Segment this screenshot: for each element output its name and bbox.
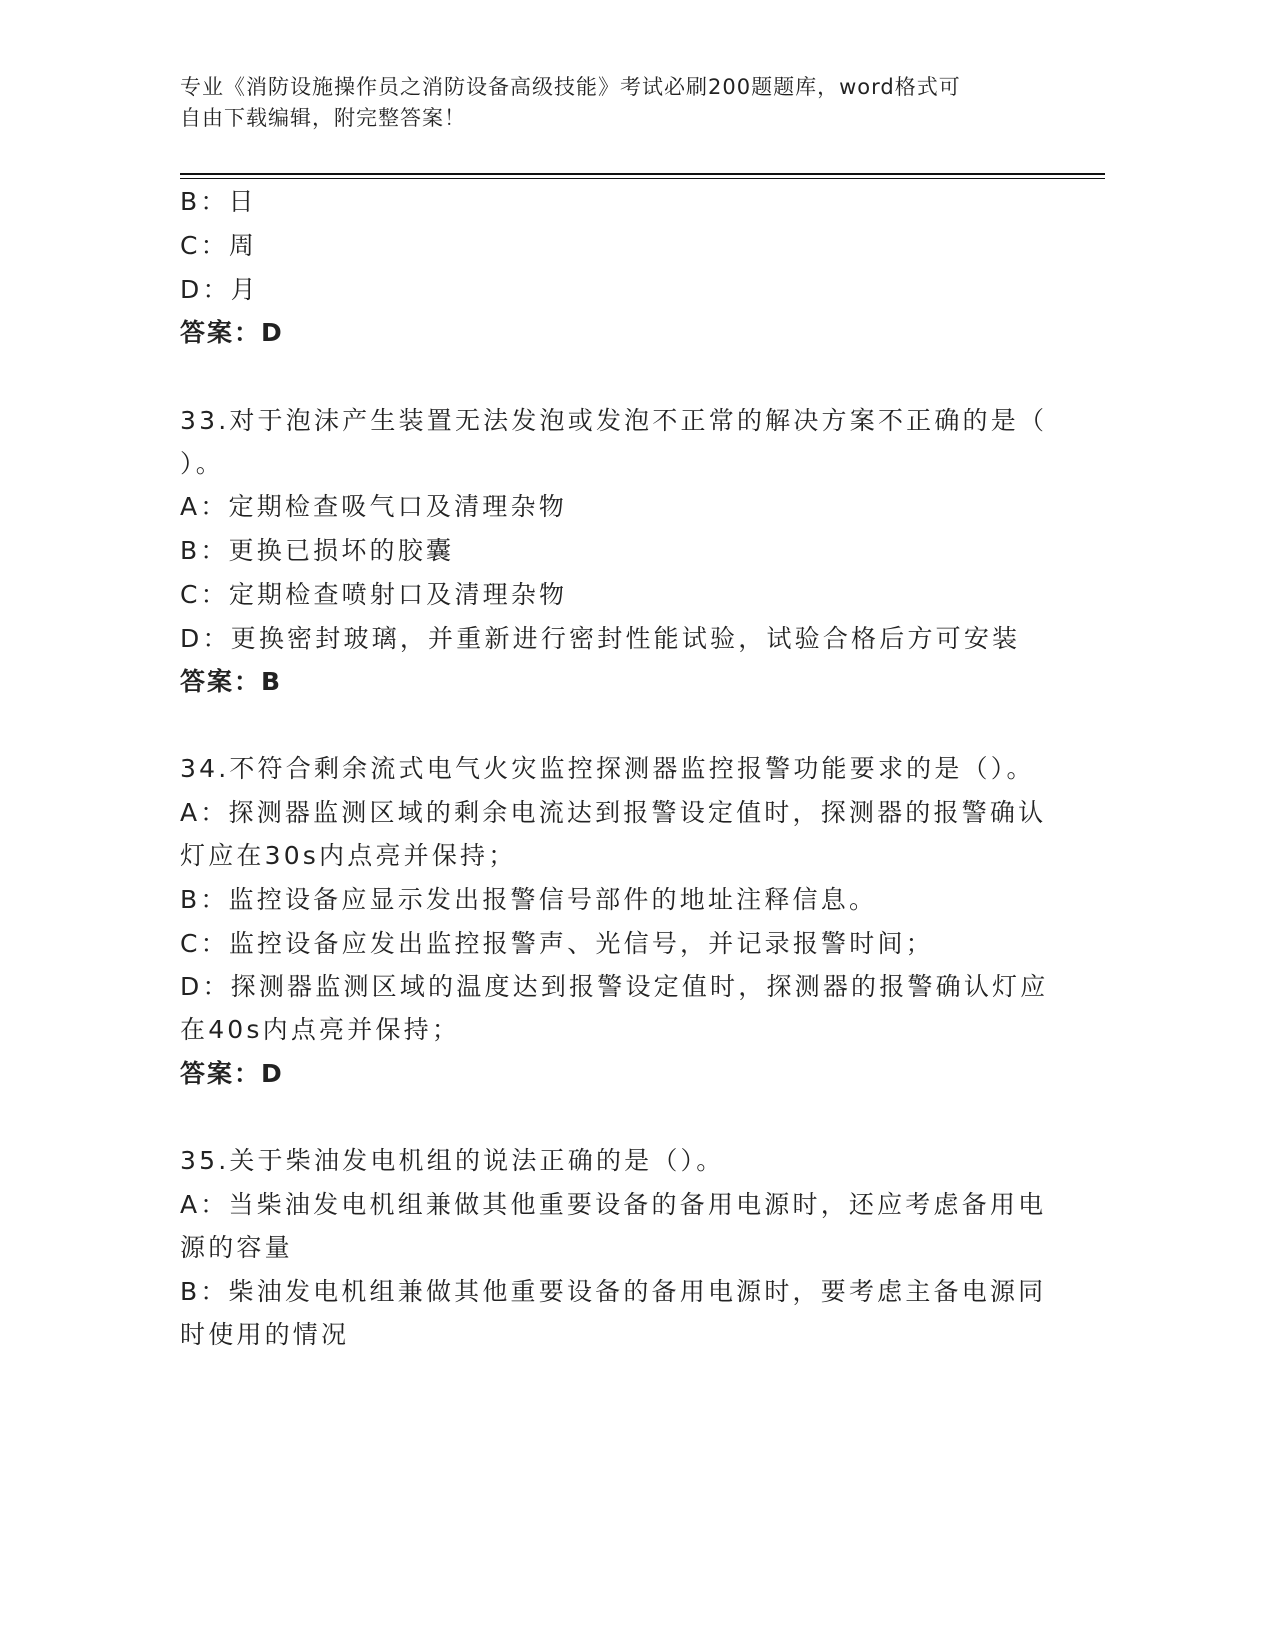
q33-stem-line-1: 33.对于泡沫产生装置无法发泡或发泡不正常的解决方案不正确的是（ [180, 406, 1048, 435]
header-divider-thin [180, 178, 1105, 179]
q35-stem: 35.关于柴油发电机组的说法正确的是（）。 [180, 1146, 725, 1175]
q34-option-b: B：监控设备应显示发出报警信号部件的地址注释信息。 [180, 885, 878, 914]
q34-option-c: C：监控设备应发出监控报警声、光信号，并记录报警时间； [180, 929, 934, 958]
q35-option-b-line-1: B：柴油发电机组兼做其他重要设备的备用电源时，要考虑主备电源同 [180, 1277, 1047, 1306]
q33-option-d: D：更换密封玻璃，并重新进行密封性能试验，试验合格后方可安装 [180, 624, 1021, 653]
document-header [180, 72, 1030, 134]
q33-option-a: A：定期检查吸气口及清理杂物 [180, 492, 567, 521]
q32-option-d: D：月 [180, 275, 259, 304]
q33-answer: 答案：B [180, 667, 283, 696]
q33-stem-line-2: ）。 [180, 449, 224, 478]
q34-option-a-line-1: A：探测器监测区域的剩余电流达到报警设定值时，探测器的报警确认 [180, 798, 1047, 827]
header-title-line-1: 专业《消防设施操作员之消防设备高级技能》考试必刷200题题库，word格式可 [180, 75, 961, 99]
q34-option-a-line-2: 灯应在30s内点亮并保持； [180, 841, 517, 870]
q34-option-d-line-1: D：探测器监测区域的温度达到报警设定值时，探测器的报警确认灯应 [180, 972, 1049, 1001]
q33-option-c: C：定期检查喷射口及清理杂物 [180, 580, 568, 609]
q32-answer: 答案：D [180, 318, 284, 347]
q34-option-d-line-2: 在40s内点亮并保持； [180, 1015, 461, 1044]
q35-option-a-line-2: 源的容量 [180, 1233, 293, 1262]
q35-option-b-line-2: 时使用的情况 [180, 1320, 350, 1349]
q33-option-b: B：更换已损坏的胶囊 [180, 536, 455, 565]
q34-answer: 答案：D [180, 1059, 284, 1088]
header-divider-thick [180, 173, 1105, 175]
header-title-line-2: 自由下载编辑，附完整答案！ [180, 106, 466, 130]
q34-stem: 34.不符合剩余流式电气火灾监控探测器监控报警功能要求的是（）。 [180, 754, 1035, 783]
q35-option-a-line-1: A：当柴油发电机组兼做其他重要设备的备用电源时，还应考虑备用电 [180, 1190, 1047, 1219]
q32-option-c: C：周 [180, 231, 258, 260]
q32-option-b: B：日 [180, 187, 257, 216]
